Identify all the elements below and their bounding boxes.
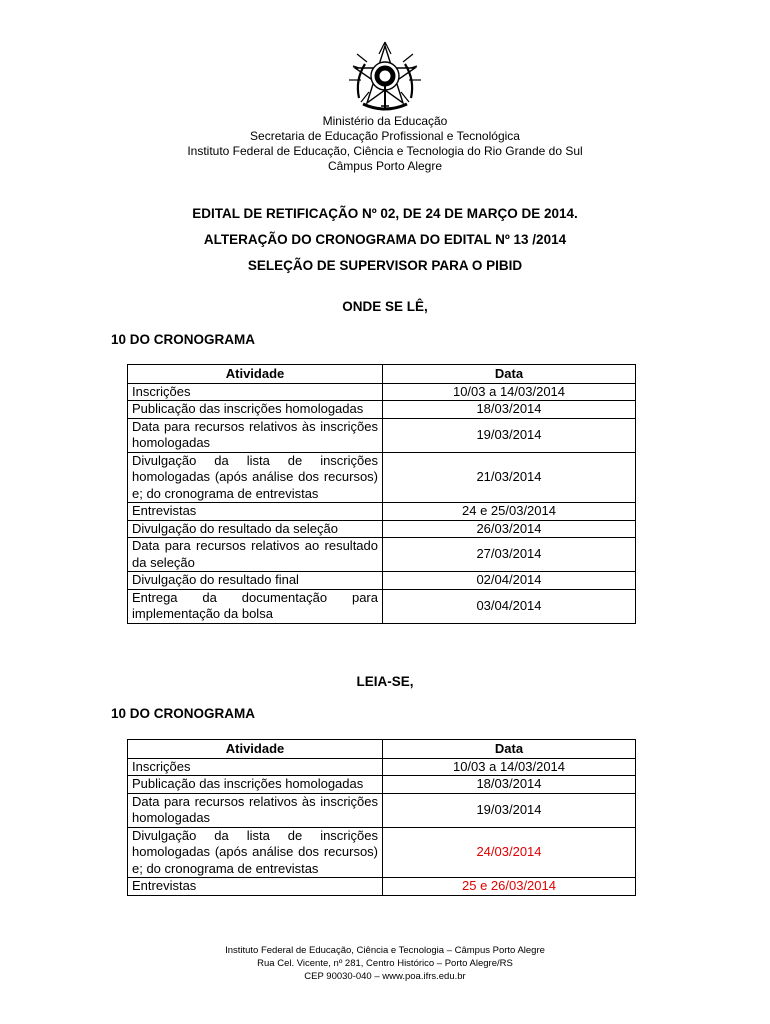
activity-cell: Publicação das inscrições homologadas: [128, 401, 383, 419]
activity-cell: Inscrições: [128, 758, 383, 776]
date-cell: 21/03/2014: [383, 452, 636, 503]
changed-date-cell: 24/03/2014: [383, 827, 636, 878]
header-line-ministerio: Ministério da Educação: [322, 114, 448, 128]
table-row: [128, 452, 636, 503]
table-header-row: [128, 740, 636, 759]
leia-cronograma-table: [127, 739, 636, 896]
table-row: [128, 793, 636, 827]
date-cell: 19/03/2014: [383, 793, 636, 827]
table-row: [128, 776, 636, 794]
footer-line-address: Rua Cel. Vicente, nº 281, Centro Histórico – Porto Alegre/RS: [257, 958, 513, 969]
date-cell: 27/03/2014: [383, 538, 636, 572]
table-row: [128, 383, 636, 401]
activity-cell: Inscrições: [128, 383, 383, 401]
date-cell: 02/04/2014: [383, 572, 636, 590]
activity-cell: Divulgação da lista de inscrições homologadas (após análise dos recursos) e; do cronograma de entrevistas: [128, 827, 383, 878]
header-line-instituto: Instituto Federal de Educação, Ciência e Tecnologia do Rio Grande do Sul: [187, 144, 583, 158]
column-header-data: Data: [383, 365, 636, 384]
activity-cell: Data para recursos relativos às inscrições homologadas: [128, 418, 383, 452]
table-row: [128, 520, 636, 538]
leia-section-label: 10 DO CRONOGRAMA: [111, 706, 256, 721]
table-row: [128, 418, 636, 452]
page-footer: [0, 944, 770, 983]
table-row: [128, 572, 636, 590]
activity-cell: Entrega da documentação para implementação da bolsa: [128, 589, 383, 623]
brazil-coat-of-arms-icon: [345, 40, 425, 118]
column-header-atividade: Atividade: [128, 365, 383, 384]
onde-cronograma-table: [127, 364, 636, 624]
alteracao-title: ALTERAÇÃO DO CRONOGRAMA DO EDITAL Nº 13 /2014: [203, 232, 567, 247]
activity-cell: Data para recursos relativos ao resultado da seleção: [128, 538, 383, 572]
footer-line-institution: Instituto Federal de Educação, Ciência e Tecnologia – Câmpus Porto Alegre: [225, 945, 545, 956]
leia-se-heading: LEIA-SE,: [356, 674, 414, 689]
date-cell: 24 e 25/03/2014: [383, 503, 636, 521]
date-cell: 10/03 a 14/03/2014: [383, 758, 636, 776]
activity-cell: Data para recursos relativos às inscrições homologadas: [128, 793, 383, 827]
selecao-title: SELEÇÃO DE SUPERVISOR PARA O PIBID: [247, 258, 523, 273]
activity-cell: Publicação das inscrições homologadas: [128, 776, 383, 794]
date-cell: 18/03/2014: [383, 776, 636, 794]
header-line-campus: Câmpus Porto Alegre: [327, 159, 443, 173]
date-cell: 26/03/2014: [383, 520, 636, 538]
table-header-row: [128, 365, 636, 384]
changed-date-cell: 25 e 26/03/2014: [383, 878, 636, 896]
date-cell: 18/03/2014: [383, 401, 636, 419]
table-row: [128, 538, 636, 572]
date-cell: 10/03 a 14/03/2014: [383, 383, 636, 401]
column-header-data: Data: [383, 740, 636, 759]
table-row: [128, 878, 636, 896]
table-row: [128, 827, 636, 878]
header-line-secretaria: Secretaria de Educação Profissional e Tecnológica: [250, 129, 520, 143]
edital-title: EDITAL DE RETIFICAÇÃO Nº 02, DE 24 DE MARÇO DE 2014.: [192, 206, 578, 221]
activity-cell: Entrevistas: [128, 503, 383, 521]
onde-se-le-heading: ONDE SE LÊ,: [342, 299, 428, 314]
date-cell: 19/03/2014: [383, 418, 636, 452]
column-header-atividade: Atividade: [128, 740, 383, 759]
onde-section-label: 10 DO CRONOGRAMA: [111, 332, 256, 347]
table-row: [128, 401, 636, 419]
institution-header: [0, 114, 770, 174]
activity-cell: Divulgação do resultado da seleção: [128, 520, 383, 538]
activity-cell: Divulgação da lista de inscrições homologadas (após análise dos recursos) e; do cronograma de entrevistas: [128, 452, 383, 503]
activity-cell: Entrevistas: [128, 878, 383, 896]
table-row: [128, 503, 636, 521]
table-row: [128, 758, 636, 776]
table-row: [128, 589, 636, 623]
footer-line-contact: CEP 90030-040 – www.poa.ifrs.edu.br: [304, 971, 466, 982]
activity-cell: Divulgação do resultado final: [128, 572, 383, 590]
date-cell: 03/04/2014: [383, 589, 636, 623]
